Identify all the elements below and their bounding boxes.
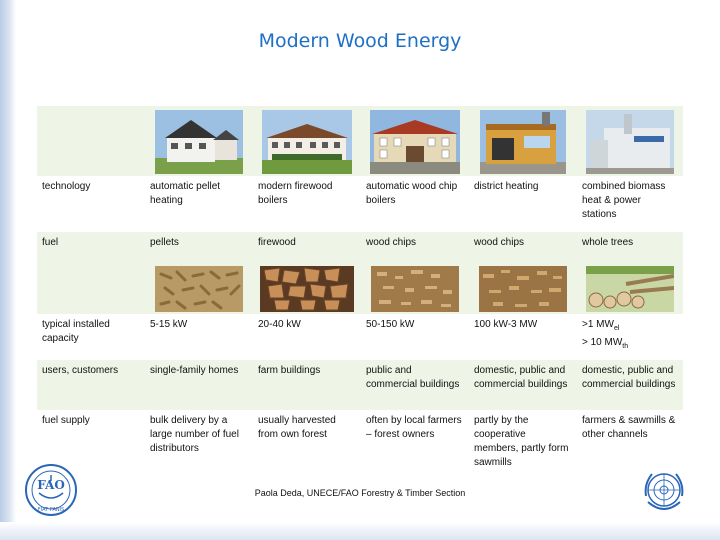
farm-building-photo [253, 106, 361, 176]
capacity-cell: 100 kW-3 MW [474, 319, 538, 330]
users-cell: farm buildings [253, 360, 361, 410]
technology-cell: combined biomass heat & power stations [582, 181, 666, 220]
row-label-users: users, customers [37, 360, 145, 410]
comparison-table [37, 106, 683, 480]
fuel-cell: wood chips [361, 232, 469, 256]
users-cell: single-family homes [145, 360, 253, 410]
supply-cell: often by local farmers – forest owners [366, 415, 462, 440]
left-decorative-bar [0, 0, 16, 540]
footer-credit: Paola Deda, UNECE/FAO Forestry & Timber Section [254, 488, 466, 498]
capacity-cell-chp [577, 314, 683, 360]
capacity-cell: 20-40 kW [258, 319, 301, 330]
pellets-photo [145, 256, 253, 314]
technology-cell: modern firewood boilers [258, 181, 333, 206]
fuel-cell: whole trees [577, 232, 683, 256]
users-cell: domestic, public and commercial buildings [577, 360, 683, 410]
wood-chips-photo [361, 256, 469, 314]
page-title: Modern Wood Energy [258, 30, 462, 52]
biomass-power-plant-photo [577, 106, 683, 176]
header-empty-cell [37, 106, 145, 176]
supply-cell: usually harvested from own forest [258, 415, 336, 440]
un-logo [638, 466, 690, 523]
firewood-photo [253, 256, 361, 314]
users-cell: domestic, public and commercial buildings [469, 360, 577, 410]
users-cell: public and commercial buildings [361, 360, 469, 410]
capacity-cell: 5-15 kW [150, 319, 188, 330]
supply-cell: bulk delivery by a large number of fuel distributors [150, 415, 239, 454]
capacity-electric: >1 $MW_{el}$ [582, 319, 620, 332]
fuel-cell: wood chips [469, 232, 577, 256]
technology-cell: automatic wood chip boilers [366, 181, 458, 206]
district-heating-plant-photo [469, 106, 577, 176]
capacity-cell: 50-150 kW [366, 319, 415, 330]
svg-text:FAO: FAO [37, 478, 65, 492]
supply-cell: partly by the cooperative members, partly form sawmills [474, 415, 569, 468]
svg-text:FIAT PANIS: FIAT PANIS [37, 507, 65, 513]
technology-cell: automatic pellet heating [150, 181, 221, 206]
office-building-photo [361, 106, 469, 176]
bottom-decorative-bar [0, 522, 720, 540]
capacity-thermal: > 10 $MW_{th}$ [582, 337, 629, 350]
wood-chips-photo [469, 256, 577, 314]
fuel-cell: firewood [253, 232, 361, 256]
supply-cell: farmers & sawmills & other channels [582, 415, 676, 440]
row-label-capacity: typical installed capacity [42, 319, 110, 344]
whole-trees-photo [577, 256, 683, 314]
row-label-technology: technology [42, 181, 91, 192]
row-label-fuel: fuel [37, 232, 145, 256]
row-label-supply: fuel supply [42, 415, 90, 426]
fuel-cell: pellets [145, 232, 253, 256]
technology-cell: district heating [474, 181, 539, 192]
house-photo [145, 106, 253, 176]
fuel-photo-empty-cell [37, 256, 145, 314]
